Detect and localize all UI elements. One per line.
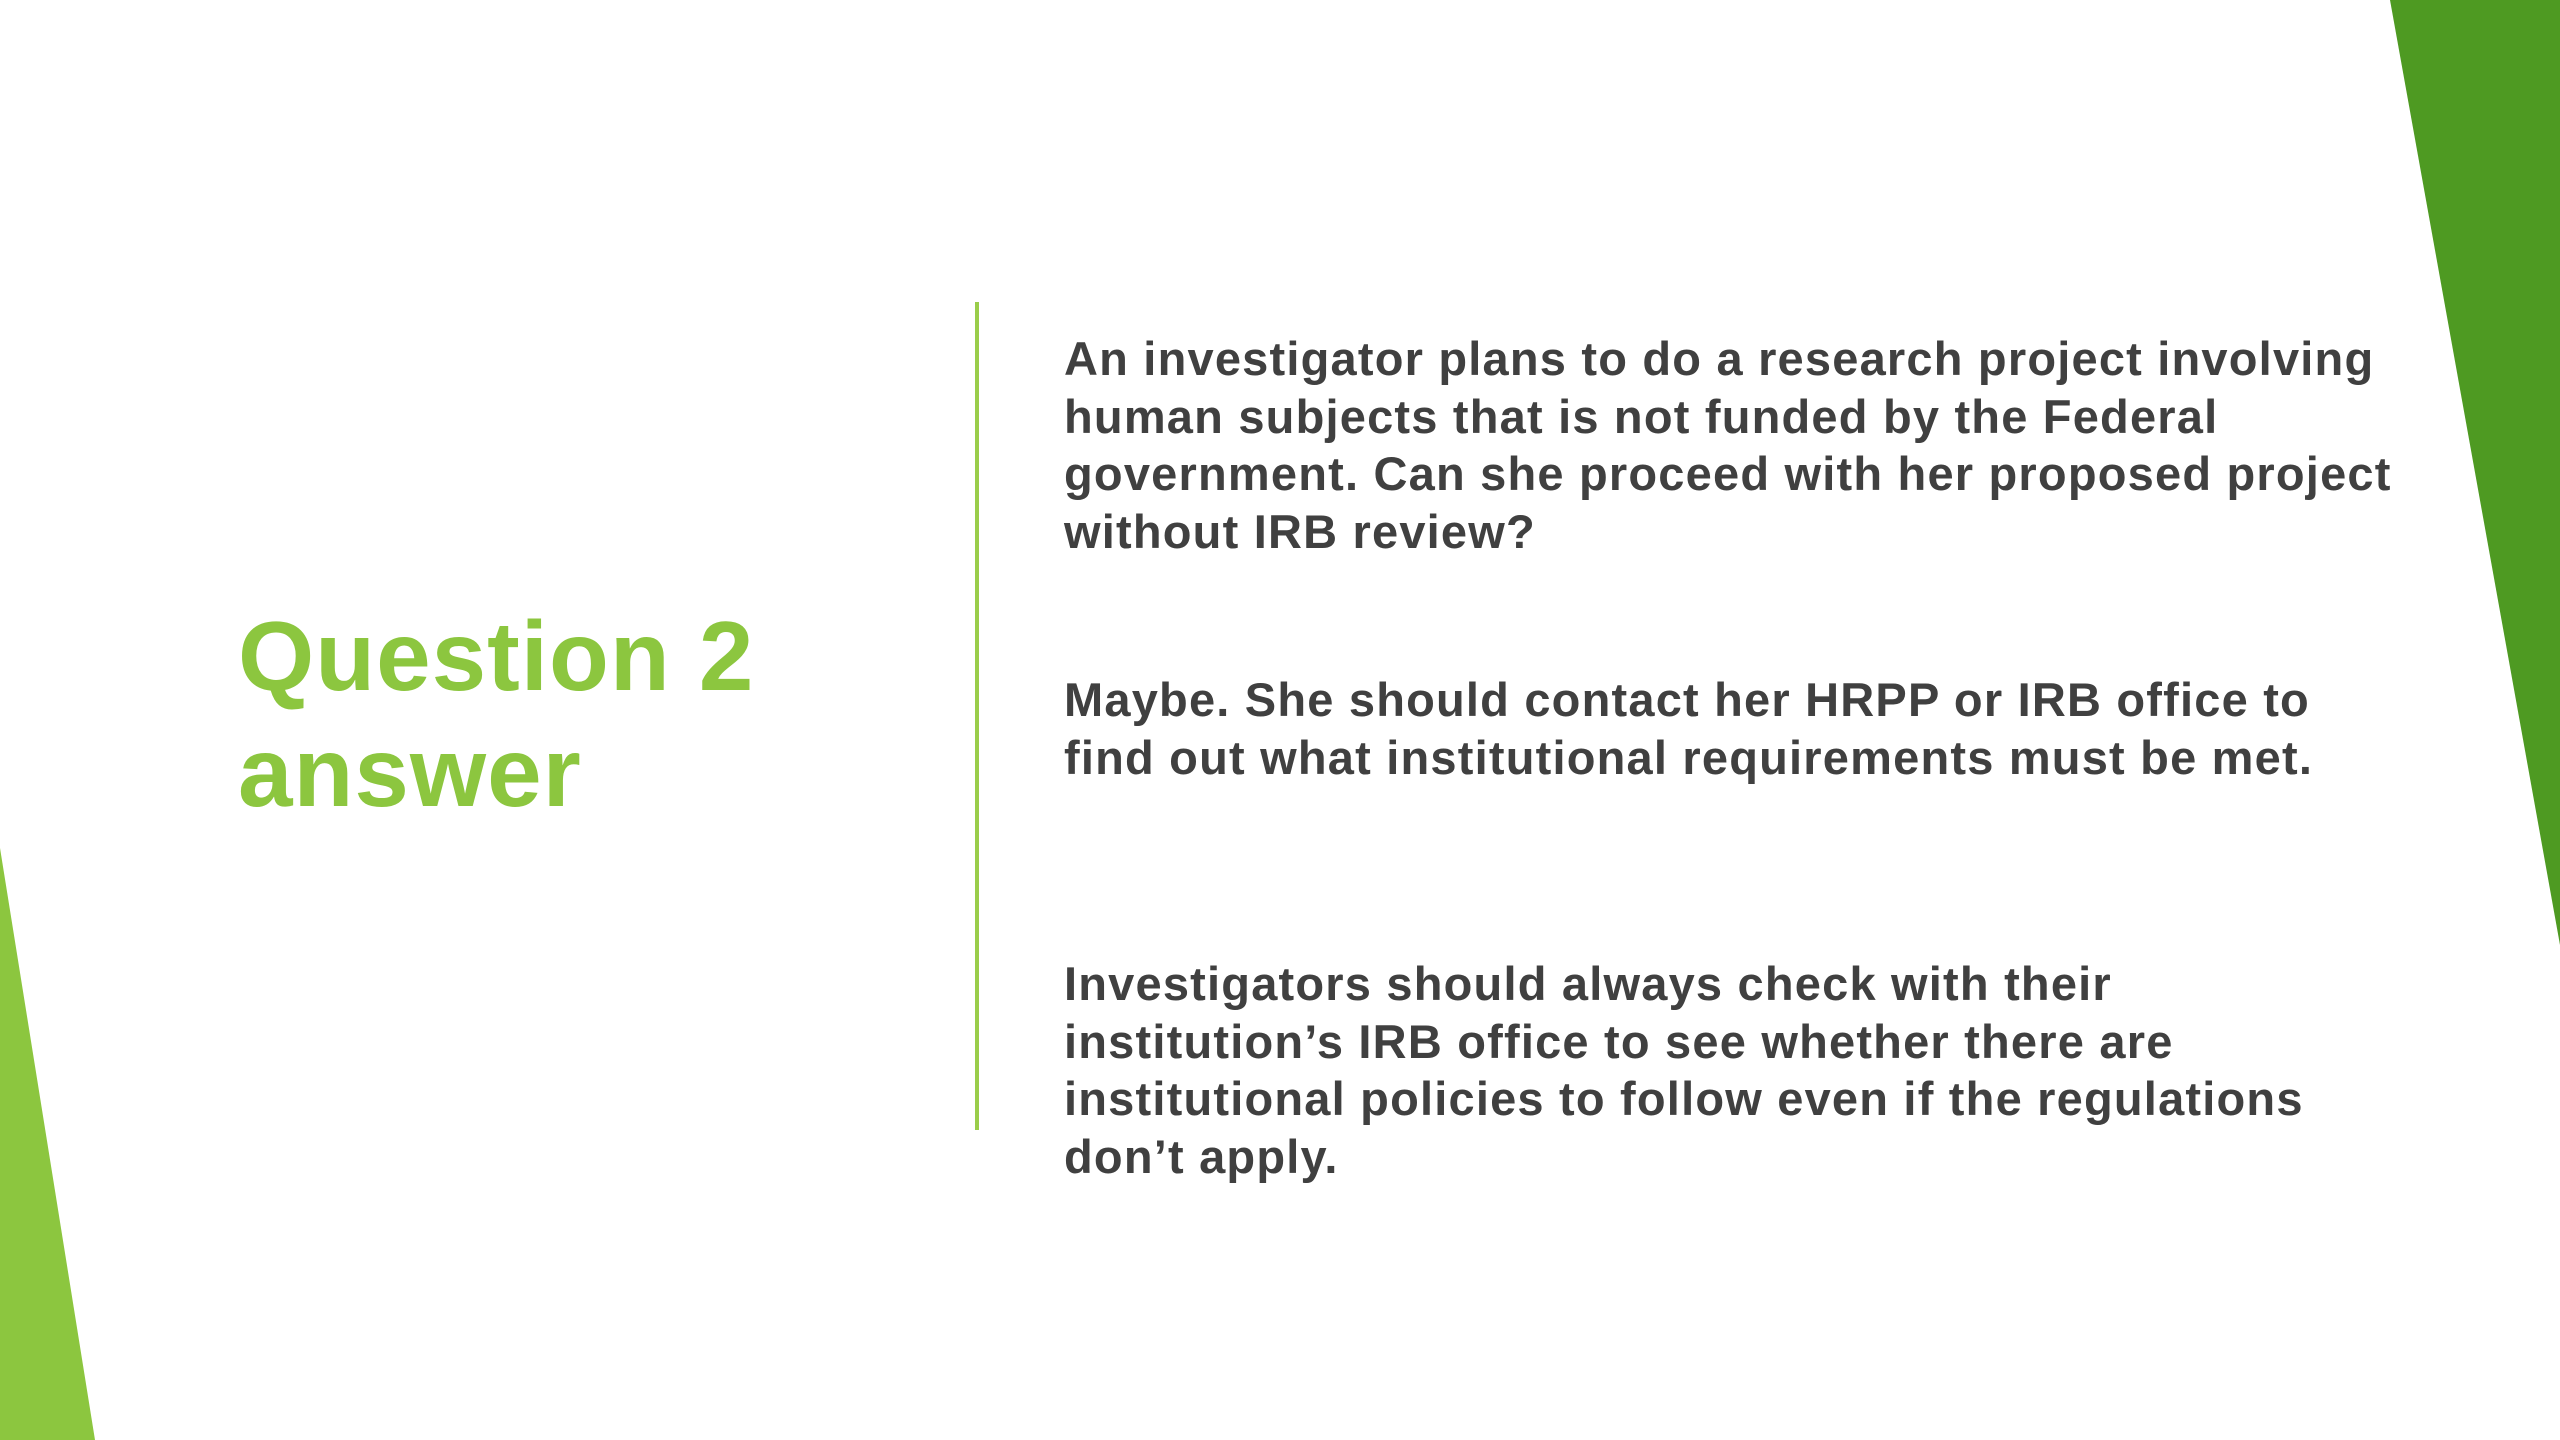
vertical-divider [975,302,979,1130]
answer-paragraph: Maybe. She should contact her HRPP or IRB office to find out what institutional requirements must be met. [1064,673,2314,784]
question-paragraph: An investigator plans to do a research project involving human subjects that is not funded by the Federal government. Can she proceed with her proposed project without IRB review? [1064,332,2392,558]
slide-title [238,598,938,830]
guidance-paragraph: Investigators should always check with their institution’s IRB office to see whether there are institutional policies to follow even if the regulations don’t apply. [1064,957,2304,1183]
right-green-stripe [2390,0,2560,945]
title-line-1: Question 2 [238,601,755,711]
left-green-wedge [0,848,95,1440]
title-line-2: answer [238,717,582,827]
